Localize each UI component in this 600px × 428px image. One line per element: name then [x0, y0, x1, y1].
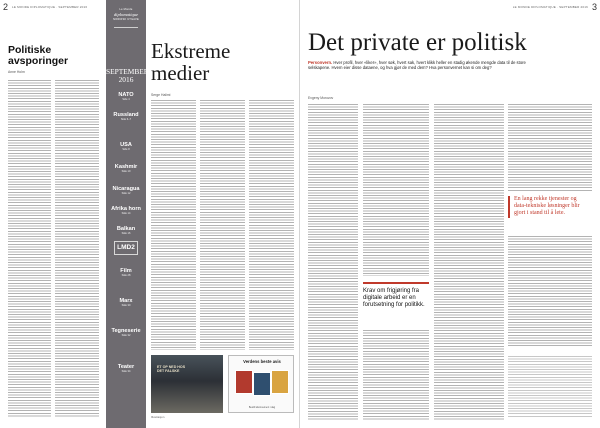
article1-illustration: [151, 355, 223, 413]
article2-text-col-4a: [508, 104, 592, 192]
issue-badge: LMD2: [114, 241, 138, 255]
article2-text-col-2b: [363, 330, 429, 420]
article2-footnotes: [508, 356, 592, 418]
sidebar-item-marx[interactable]: Marx Side 30: [119, 298, 133, 307]
sidebar: [106, 0, 149, 428]
article1-text-col-3: [249, 100, 294, 350]
running-head-right: LE MONDE DIPLOMATIQUE · SEPTEMBER 2016: [512, 5, 588, 9]
sidebar-item-film[interactable]: Film Side 28: [120, 268, 132, 277]
article2-pull-quote: Krav om frigjøring fra digitale arbeid er en forutsetning for politikk.: [363, 282, 429, 310]
ad-title: Verdens beste avis: [243, 359, 281, 364]
sidebar-brand: [106, 8, 146, 22]
sidebar-item-usa[interactable]: USA Side 8: [120, 142, 132, 151]
page-spine: [299, 0, 300, 428]
illustration-caption: Illustrasjon: [151, 415, 165, 419]
column-byline: Anne Holm: [8, 70, 25, 74]
article2-byline: Evgeny Morozov: [308, 96, 334, 100]
article2-text-col-2a: [363, 104, 429, 276]
article2-ingress: [308, 60, 538, 70]
brand-main: diplomatique: [113, 11, 139, 17]
ad-note: Bestill abonnement i dag: [248, 406, 276, 409]
book-cover-icon: [235, 370, 253, 394]
sidebar-item-nato[interactable]: NATO Side 4: [118, 92, 134, 101]
illustration-title: ET OP NED HOS DET FALSKE: [157, 365, 186, 373]
brand-top: Le Monde: [119, 8, 133, 11]
article2-title: Det private er politisk: [308, 29, 527, 56]
ingress-text: Hver profil, hver «liker», hver søk, hvert sak, hvert klikk heller en stadig økende mengde data til de store selskapene. Hvem eier disse dataene, og hva gjør de med dem? Hva personvernet kan si om deg?: [308, 60, 526, 71]
column-text-col-1: [8, 80, 51, 418]
running-head-left: LE MONDE DIPLOMATIQUE · SEPTEMBER 2016: [12, 5, 88, 9]
article2-text-col-3: [434, 104, 504, 420]
article1-title: Ekstreme medier: [151, 39, 231, 85]
article1-byline: Serge Halimi: [151, 93, 171, 97]
book-cover-icon: [271, 370, 289, 394]
page-number-left: 2: [3, 2, 9, 12]
article1-text-col-1: [151, 100, 196, 350]
book-cover-icon: [253, 372, 271, 396]
column-heading: Politiske avsporinger: [8, 44, 69, 67]
sidebar-item-nicaragua[interactable]: Nicaragua Side 12: [112, 186, 140, 195]
sidebar-item-russland[interactable]: Russland Side 6–7: [113, 112, 139, 121]
article1-text-col-2: [200, 100, 245, 350]
sidebar-item-kashmir[interactable]: Kashmir Side 10: [114, 164, 138, 173]
sidebar-edition: SEPTEMBER 2016: [106, 67, 149, 84]
column-text-col-2: [55, 80, 99, 418]
subscription-ad[interactable]: [228, 355, 294, 413]
page-number-right: 3: [591, 2, 597, 12]
sidebar-item-balkan[interactable]: Balkan Side 16: [116, 226, 136, 235]
brand-sub: NORDISK UTGAVE: [113, 17, 139, 21]
sidebar-divider: [114, 27, 138, 28]
article2-side-quote: En lang rekke tjenester og data-tekniske løsninger blir gjort i stand til å lete.: [508, 196, 590, 218]
sidebar-item-tegneserie[interactable]: Tegneserie Side 32: [111, 328, 141, 337]
article2-text-col-1: [308, 104, 358, 420]
sidebar-item-teater[interactable]: Teater Side 34: [117, 364, 135, 373]
ingress-lead: Personvern.: [308, 60, 333, 65]
article2-text-col-4b: [508, 236, 592, 348]
sidebar-item-afrika-horn[interactable]: Afrika horn Side 14: [111, 206, 141, 215]
